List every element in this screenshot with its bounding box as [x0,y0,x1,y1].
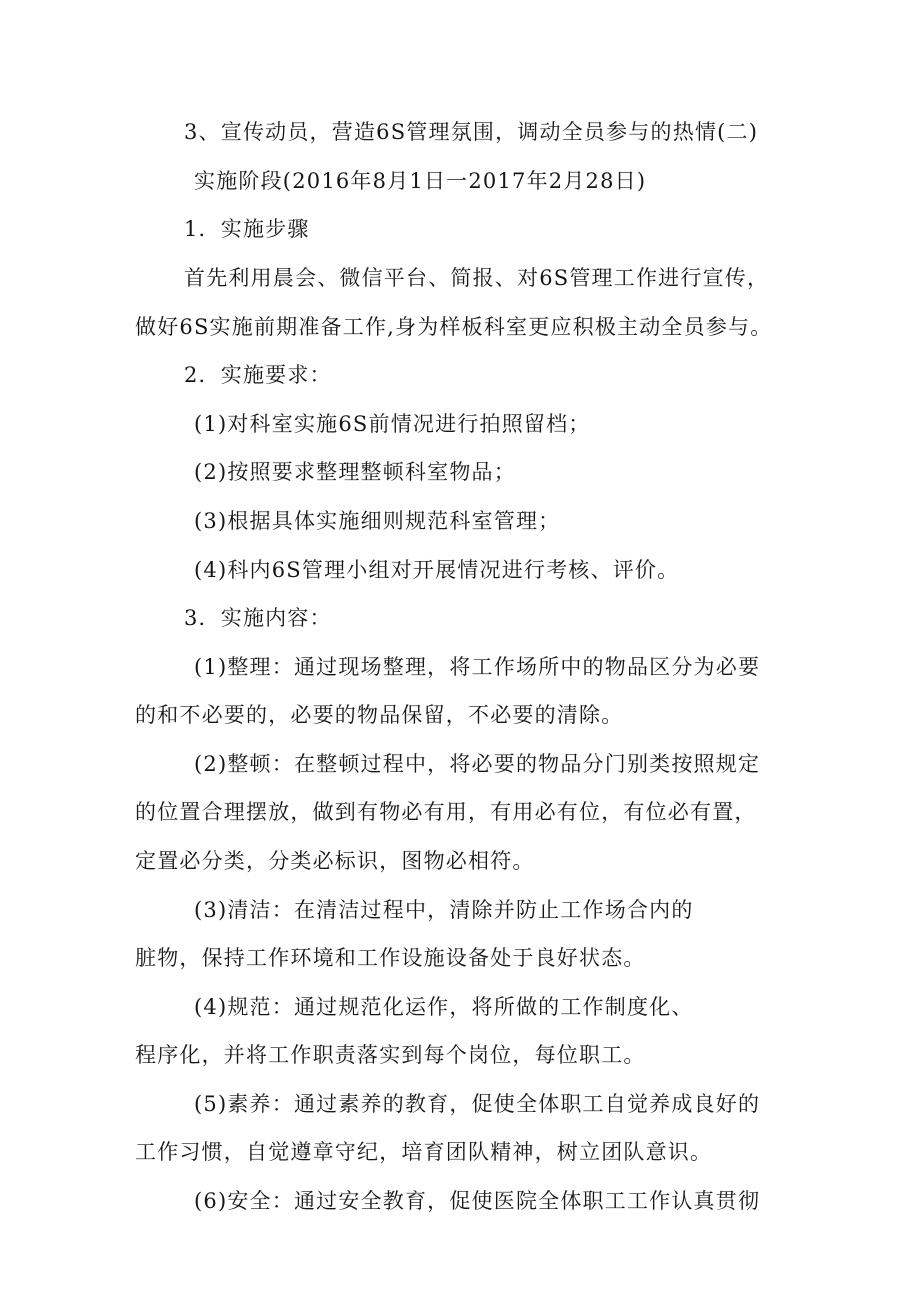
section-heading: 2．实施要求： [184,363,332,387]
paragraph-line: 程序化，并将工作职责落实到每个岗位，每位职工。 [135,1043,646,1067]
list-item: (5)素养：通过素养的教育，促使全体职工自觉养成良好的 [194,1092,761,1116]
list-item: (2)按照要求整理整顿科室物品； [194,460,516,484]
list-item: (2)整顿：在整顿过程中，将必要的物品分门别类按照规定 [194,752,761,776]
list-item: (3)清洁：在清洁过程中，清除并防止工作场合内的 [194,898,694,922]
paragraph-line: 3、宣传动员，营造6S管理氛围，调动全员参与的热情(二) [184,120,759,144]
paragraph-line: 脏物，保持工作环境和工作设施设备处于良好状态。 [135,946,646,970]
list-item: (4)科内6S管理小组对开展情况进行考核、评价。 [194,558,680,582]
paragraph-line: 做好6S实施前期准备工作,身为样板科室更应积极主动全员参与。 [135,315,773,339]
paragraph-line: 定置必分类，分类必标识，图物必相符。 [135,849,535,873]
paragraph-line: 实施阶段(2016年8月1日一2017年2月28日) [194,169,647,193]
list-item: (4)规范：通过规范化运作，将所做的工作制度化、 [194,995,694,1019]
paragraph-line: 的位置合理摆放，做到有物必有用，有用必有位，有位必有置， [135,800,757,824]
list-item: (1)整理：通过现场整理，将工作场所中的物品区分为必要 [194,655,761,679]
paragraph-line: 工作习惯，自觉遵章守纪，培育团队精神，树立团队意识。 [135,1140,713,1164]
list-item: (6)安全：通过安全教育，促使医院全体职工工作认真贯彻 [194,1189,761,1213]
list-item: (3)根据具体实施细则规范科室管理； [194,509,561,533]
list-item: (1)对科室实施6S前情况进行拍照留档； [194,412,591,436]
section-heading: 1．实施步骤 [184,217,310,241]
paragraph-line: 首先利用晨会、微信平台、简报、对6S管理工作进行宣传， [184,266,770,290]
paragraph-line: 的和不必要的，必要的物品保留，不必要的清除。 [135,703,624,727]
section-heading: 3．实施内容： [184,606,332,630]
